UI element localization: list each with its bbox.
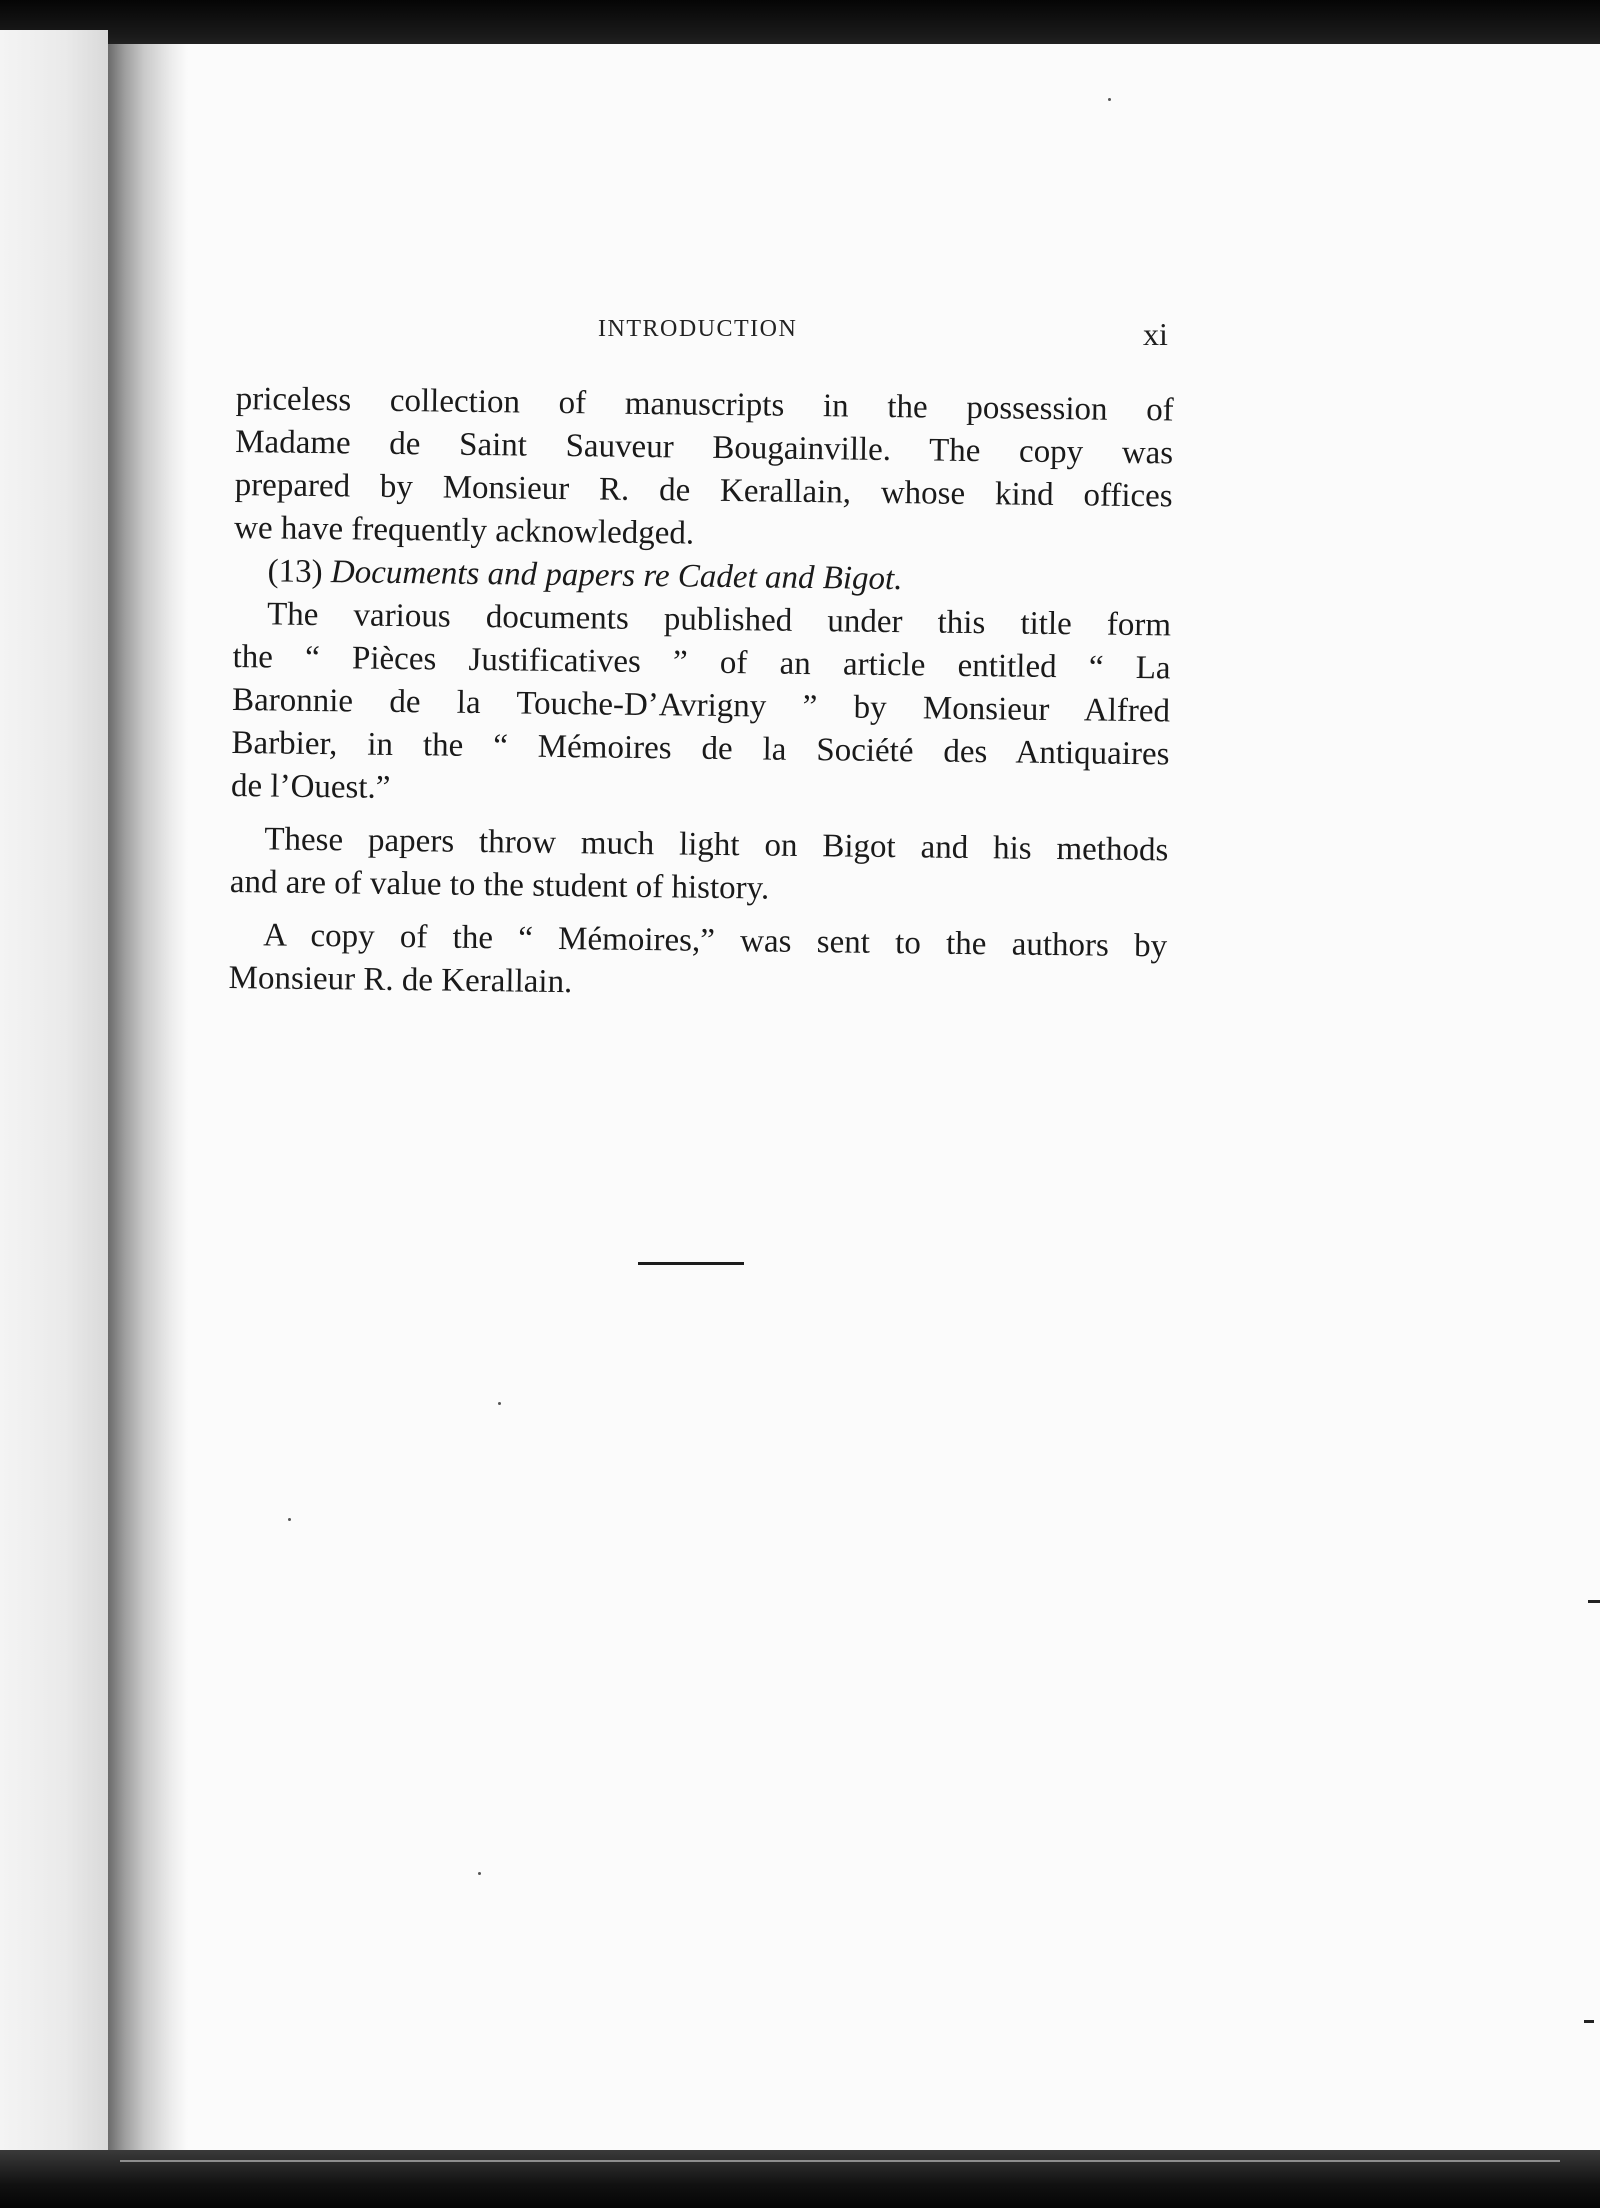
paragraph-line: Baronnie de la Touche-D’Avrigny ” by Monsieur Alfred bbox=[231, 681, 1171, 730]
paragraph-line: These papers throw much light on Bigot and his methods bbox=[264, 821, 1169, 869]
page-edge-mark bbox=[1584, 2020, 1594, 2023]
dust-speck bbox=[288, 1518, 291, 1521]
paragraph-line: the “ Pièces Justificatives ” of an article entitled “ La bbox=[232, 638, 1171, 687]
item-title: Documents and papers re Cadet and Bigot. bbox=[330, 554, 903, 598]
paragraph-line: Barbier, in the “ Mémoires de la Société des Antiquaires bbox=[231, 724, 1170, 773]
page-number: xi bbox=[1143, 316, 1168, 352]
body-line: prepared by Monsieur R. de Kerallain, whose kind offices bbox=[234, 466, 1173, 515]
paragraph-line: A copy of the “ Mémoires,” was sent to the authors by bbox=[262, 917, 1168, 965]
facing-page-edge bbox=[0, 30, 108, 2180]
body-text bbox=[228, 378, 1174, 1011]
paragraph-line: Monsieur R. de Kerallain. bbox=[228, 959, 573, 1001]
body-line: we have frequently acknowledged. bbox=[233, 509, 695, 552]
book-page bbox=[108, 44, 1600, 2172]
dust-speck bbox=[478, 1872, 481, 1875]
paragraph-line: de l’Ouest.” bbox=[230, 767, 391, 806]
scan-bottom-edge bbox=[0, 2150, 1600, 2208]
dust-speck bbox=[1108, 98, 1111, 101]
gutter-shadow bbox=[108, 44, 188, 2172]
dust-speck bbox=[498, 1402, 501, 1405]
page-edge-mark bbox=[1588, 1600, 1600, 1603]
item-number: (13) bbox=[267, 553, 323, 591]
end-rule bbox=[638, 1262, 744, 1265]
paragraph-line: The various documents published under this title form bbox=[266, 596, 1172, 644]
running-head: INTRODUCTION bbox=[598, 316, 798, 342]
body-line: Madame de Saint Sauveur Bougainville. The copy was bbox=[234, 423, 1174, 472]
page-bottom-edge-line bbox=[120, 2160, 1560, 2162]
paragraph-line: and are of value to the student of history. bbox=[229, 863, 770, 907]
body-line: priceless collection of manuscripts in the possession of bbox=[235, 380, 1174, 429]
